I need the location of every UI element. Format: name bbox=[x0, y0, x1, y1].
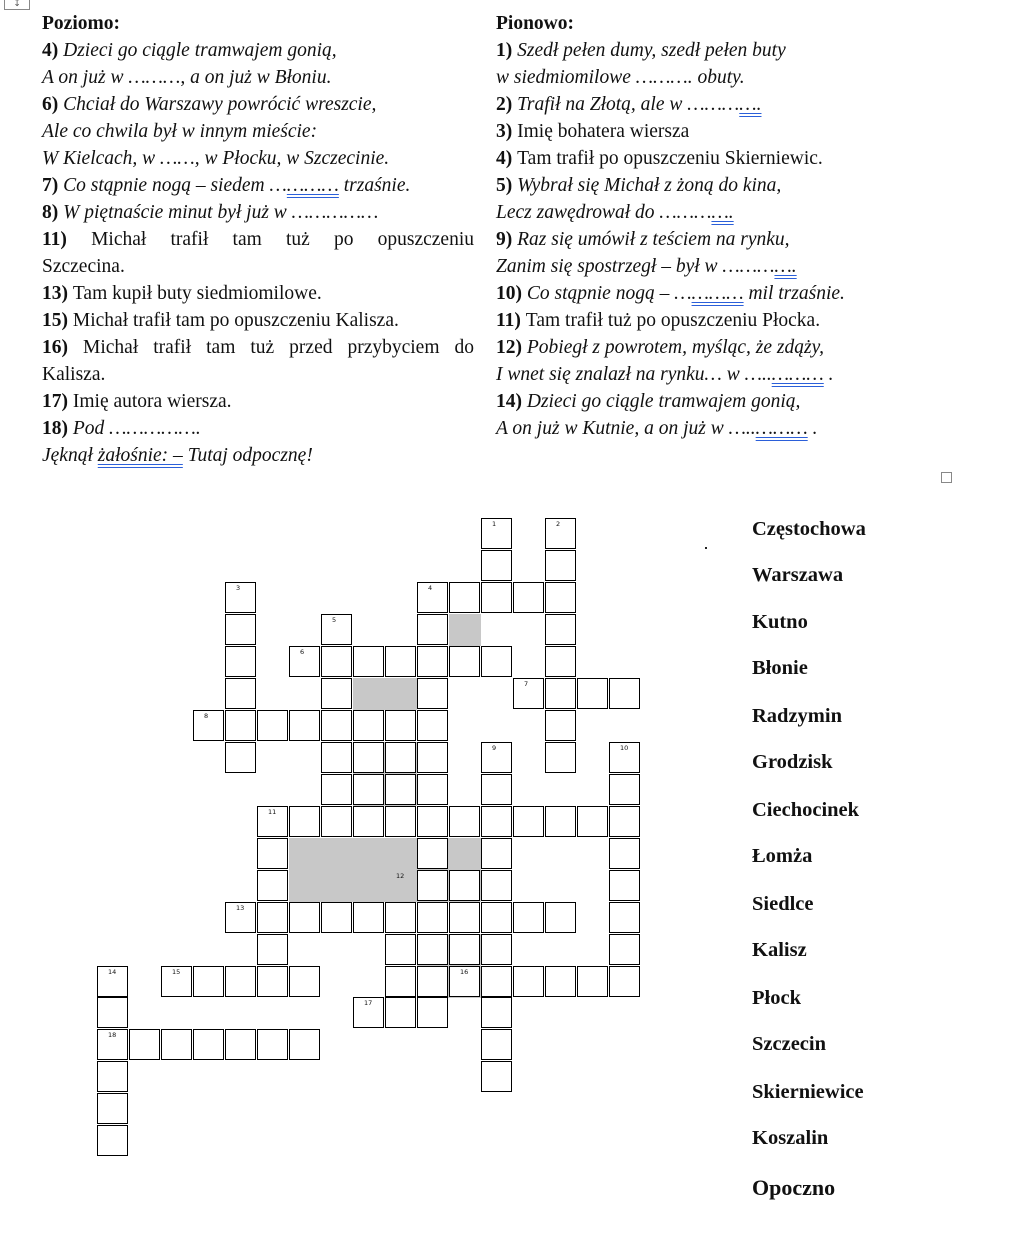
clue-number: 4) bbox=[42, 40, 64, 61]
word-bank-item: Koszalin bbox=[752, 1127, 829, 1149]
clue-text: Raz się umówił z teściem na rynku, bbox=[517, 229, 790, 250]
crossword-cell[interactable] bbox=[353, 902, 384, 933]
crossword-cell[interactable] bbox=[481, 902, 512, 933]
crossword-cell[interactable] bbox=[449, 870, 480, 901]
crossword-cell[interactable] bbox=[545, 902, 576, 933]
clue-number: 5) bbox=[496, 175, 518, 196]
clue-text: Tam trafił po opuszczeniu Skierniewic. bbox=[517, 148, 823, 169]
crossword-cell[interactable] bbox=[609, 806, 640, 837]
crossword-cell[interactable] bbox=[609, 934, 640, 965]
crossword-cell[interactable] bbox=[545, 582, 576, 613]
shaded-area bbox=[449, 614, 481, 646]
crossword-cell[interactable] bbox=[609, 678, 640, 709]
crossword-cell[interactable] bbox=[481, 966, 512, 997]
word-bank-item: Płock bbox=[752, 987, 801, 1009]
crossword-cell[interactable] bbox=[225, 966, 256, 997]
crossword-cell[interactable] bbox=[385, 646, 416, 677]
crossword-cell[interactable] bbox=[257, 870, 288, 901]
clue-text: A on już w Kutnie, a on już w ….. bbox=[496, 418, 756, 439]
crossword-cell[interactable] bbox=[353, 710, 384, 741]
crossword-cell[interactable] bbox=[577, 678, 608, 709]
across-heading: Poziomo: bbox=[42, 13, 120, 34]
clue-text: Michał trafił tam po opuszczeniu Kalisza. bbox=[72, 310, 399, 331]
crossword-cell[interactable] bbox=[321, 806, 352, 837]
crossword-cell[interactable] bbox=[609, 966, 640, 997]
clue-number-label: 16 bbox=[460, 968, 469, 976]
crossword-cell[interactable] bbox=[385, 966, 416, 997]
crossword-cell[interactable] bbox=[385, 997, 416, 1028]
crossword-cell[interactable] bbox=[353, 646, 384, 677]
word-bank-item: Grodzisk bbox=[752, 751, 833, 773]
crossword-cell[interactable] bbox=[417, 838, 448, 869]
crossword-cell[interactable] bbox=[257, 710, 288, 741]
crossword-cell[interactable] bbox=[321, 774, 352, 805]
crossword-cell[interactable] bbox=[225, 614, 256, 645]
crossword-cell[interactable] bbox=[257, 902, 288, 933]
crossword-cell[interactable] bbox=[385, 806, 416, 837]
crossword-cell[interactable] bbox=[577, 966, 608, 997]
clue-text: Jęknął bbox=[42, 445, 98, 466]
crossword-cell[interactable] bbox=[193, 710, 224, 741]
clue-number: 18) bbox=[42, 418, 73, 439]
clue-number-label: 14 bbox=[108, 968, 117, 976]
word-bank-item: Kalisz bbox=[752, 939, 807, 961]
crossword-cell[interactable] bbox=[97, 1061, 128, 1092]
clue-text: Dzieci go ciągle tramwajem gonią, bbox=[63, 40, 337, 61]
crossword-cell[interactable] bbox=[321, 614, 352, 645]
clue-number: 16) bbox=[42, 337, 83, 358]
crossword-cell[interactable] bbox=[289, 710, 320, 741]
crossword-cell[interactable] bbox=[513, 902, 544, 933]
crossword-cell[interactable] bbox=[417, 997, 448, 1028]
crossword-cell[interactable] bbox=[225, 1029, 256, 1060]
clue-text: ……… bbox=[771, 364, 824, 385]
crossword-cell[interactable] bbox=[257, 966, 288, 997]
crossword-cell[interactable] bbox=[353, 806, 384, 837]
crossword-cell[interactable] bbox=[481, 742, 512, 773]
crossword-cell[interactable] bbox=[193, 1029, 224, 1060]
crossword-cell[interactable] bbox=[225, 646, 256, 677]
clue-text: Pobiegł z powrotem, myśląc, że zdąży, bbox=[526, 337, 825, 358]
clue-number-label: 6 bbox=[300, 648, 305, 656]
clue-number-label: 4 bbox=[428, 584, 433, 592]
clue-text: …. bbox=[711, 202, 734, 223]
clue-number-label: 3 bbox=[236, 584, 241, 592]
crossword-cell[interactable] bbox=[289, 646, 320, 677]
crossword-cell[interactable] bbox=[385, 902, 416, 933]
clue-text: W Kielcach, w ……, w Płocku, w Szczecinie. bbox=[42, 148, 390, 169]
clue-number-label: 1 bbox=[492, 520, 497, 528]
clue-text: Michał trafił tam tuż przed przybyciem do bbox=[83, 337, 475, 358]
word-bank-item: Opoczno bbox=[752, 1175, 836, 1200]
clue-text: Imię bohatera wiersza bbox=[517, 121, 690, 142]
crossword-cell[interactable] bbox=[449, 582, 480, 613]
clue-number: 13) bbox=[42, 283, 73, 304]
crossword-cell[interactable] bbox=[545, 646, 576, 677]
clue-number: 4) bbox=[496, 148, 518, 169]
word-bank-item: Siedlce bbox=[752, 893, 814, 915]
crossword-cell[interactable] bbox=[417, 774, 448, 805]
crossword-cell[interactable] bbox=[481, 1061, 512, 1092]
crossword-cell[interactable] bbox=[289, 966, 320, 997]
clue-number: 8) bbox=[42, 202, 64, 223]
crossword-cell[interactable] bbox=[417, 966, 448, 997]
crossword-cell[interactable] bbox=[545, 550, 576, 581]
crossword-cell[interactable] bbox=[417, 934, 448, 965]
clue-number: 7) bbox=[42, 175, 64, 196]
anchor-icon: ↧ bbox=[4, 0, 30, 10]
crossword-cell[interactable] bbox=[545, 966, 576, 997]
clue-text: Michał trafił tam tuż po opuszczeniu bbox=[91, 229, 474, 250]
word-bank-item: Warszawa bbox=[752, 564, 844, 586]
clue-text: Szczecina. bbox=[42, 256, 125, 277]
clue-number: 11) bbox=[496, 310, 526, 331]
crossword-cell[interactable] bbox=[481, 1029, 512, 1060]
crossword-cell[interactable] bbox=[481, 806, 512, 837]
clue-text: Co stąpnie nogą – siedem … bbox=[63, 175, 287, 196]
clue-number: 10) bbox=[496, 283, 527, 304]
crossword-cell[interactable] bbox=[513, 582, 544, 613]
word-bank-item: Szczecin bbox=[752, 1033, 826, 1055]
word-bank-item: Częstochowa bbox=[752, 518, 866, 540]
clue-text: . bbox=[823, 364, 834, 385]
clue-text: Tam trafił tuż po opuszczeniu Płocka. bbox=[525, 310, 821, 331]
crossword-cell[interactable] bbox=[577, 806, 608, 837]
crossword-cell[interactable] bbox=[481, 518, 512, 549]
clue-text: żałośnie: – bbox=[97, 445, 183, 466]
clue-text: W piętnaście minut był już w …………… bbox=[63, 202, 379, 223]
crossword-cell[interactable] bbox=[225, 710, 256, 741]
clue-number: 12) bbox=[496, 337, 527, 358]
clue-text: …. bbox=[739, 94, 762, 115]
word-bank-item: Ciechocinek bbox=[752, 799, 860, 821]
crossword-cell[interactable] bbox=[417, 742, 448, 773]
clue-number: 14) bbox=[496, 391, 527, 412]
clue-number-label: 13 bbox=[236, 904, 245, 912]
crossword-cell[interactable] bbox=[385, 774, 416, 805]
crossword-cell[interactable] bbox=[193, 966, 224, 997]
clue-text: I wnet się znalazł na rynku… w ….. bbox=[496, 364, 772, 385]
crossword-cell[interactable] bbox=[545, 614, 576, 645]
crossword-cell[interactable] bbox=[289, 902, 320, 933]
clue-text: Pod ……………. bbox=[72, 418, 201, 439]
clue-text: Trafił na Złotą, ale w ……… bbox=[517, 94, 740, 115]
clue-number-label: 10 bbox=[620, 744, 629, 752]
crossword-cell[interactable] bbox=[417, 614, 448, 645]
crossword-cell[interactable] bbox=[609, 774, 640, 805]
crossword-cell[interactable] bbox=[417, 710, 448, 741]
clue-number: 11) bbox=[42, 229, 92, 250]
clue-text: Lecz zawędrował do ……… bbox=[496, 202, 712, 223]
crossword-cell[interactable] bbox=[449, 806, 480, 837]
crossword-cell[interactable] bbox=[609, 902, 640, 933]
crossword-cell[interactable] bbox=[545, 518, 576, 549]
clue-number-label: 12 bbox=[396, 872, 405, 880]
crossword-cell[interactable] bbox=[481, 997, 512, 1028]
crossword-cell[interactable] bbox=[481, 550, 512, 581]
clue-number-label: 17 bbox=[364, 999, 373, 1007]
clue-number: 17) bbox=[42, 391, 73, 412]
clue-number-label: 18 bbox=[108, 1031, 117, 1039]
clue-number-label: 9 bbox=[492, 744, 497, 752]
word-bank-item: Kutno bbox=[752, 611, 808, 633]
crossword-cell[interactable] bbox=[545, 806, 576, 837]
crossword-cell[interactable] bbox=[417, 902, 448, 933]
crossword-cell[interactable] bbox=[609, 870, 640, 901]
clue-number-label: 8 bbox=[204, 712, 209, 720]
crossword-cell[interactable] bbox=[257, 838, 288, 869]
crossword-cell[interactable] bbox=[545, 742, 576, 773]
crossword-cell[interactable] bbox=[353, 742, 384, 773]
crossword-cell[interactable] bbox=[417, 582, 448, 613]
clue-number-label: 2 bbox=[556, 520, 561, 528]
crossword-cell[interactable] bbox=[417, 806, 448, 837]
clue-text: Kalisza. bbox=[42, 364, 106, 385]
crossword-cell[interactable] bbox=[545, 710, 576, 741]
crossword-cell[interactable] bbox=[417, 646, 448, 677]
clue-text: Chciał do Warszawy powrócić wreszcie, bbox=[63, 94, 377, 115]
clue-number: 15) bbox=[42, 310, 73, 331]
clue-text: mil trzaśnie. bbox=[743, 283, 845, 304]
clue-text: w siedmiomilowe ………. obuty. bbox=[496, 67, 745, 88]
clue-number-label: 7 bbox=[524, 680, 529, 688]
crossword-cell[interactable] bbox=[481, 774, 512, 805]
crossword-cell[interactable] bbox=[385, 742, 416, 773]
clue-text: Szedł pełen dumy, szedł pełen buty bbox=[517, 40, 786, 61]
clue-number: 9) bbox=[496, 229, 518, 250]
crossword-cell[interactable] bbox=[481, 838, 512, 869]
clue-text: Ale co chwila był w innym mieście: bbox=[42, 121, 318, 142]
clue-text: A on już w ………, a on już w Błoniu. bbox=[42, 67, 332, 88]
clue-number: 3) bbox=[496, 121, 518, 142]
crossword-cell[interactable] bbox=[321, 902, 352, 933]
crossword-cell[interactable] bbox=[481, 646, 512, 677]
crossword-cell[interactable] bbox=[257, 934, 288, 965]
crossword-cell[interactable] bbox=[513, 966, 544, 997]
clue-text: ……… bbox=[286, 175, 339, 196]
crossword-cell[interactable] bbox=[513, 806, 544, 837]
crossword-cell[interactable] bbox=[97, 997, 128, 1028]
clue-text: Tutaj odpocznę! bbox=[182, 445, 313, 466]
crossword-cell[interactable] bbox=[257, 1029, 288, 1060]
crossword-cell[interactable] bbox=[385, 710, 416, 741]
clue-text: Co stąpnie nogą – … bbox=[526, 283, 692, 304]
crossword-cell[interactable] bbox=[481, 934, 512, 965]
down-heading: Pionowo: bbox=[496, 13, 574, 34]
crossword-cell[interactable] bbox=[225, 678, 256, 709]
crossword-cell[interactable] bbox=[289, 1029, 320, 1060]
clue-text: trzaśnie. bbox=[338, 175, 411, 196]
crossword-cell[interactable] bbox=[513, 678, 544, 709]
clue-number-label: 15 bbox=[172, 968, 181, 976]
clue-text: Zanim się spostrzegł – był w ……… bbox=[496, 256, 775, 277]
clue-number-label: 5 bbox=[332, 616, 337, 624]
word-bank-item: Radzymin bbox=[752, 705, 842, 727]
word-bank-item: Skierniewice bbox=[752, 1081, 864, 1103]
crossword-cell[interactable] bbox=[321, 646, 352, 677]
crossword-cell[interactable] bbox=[321, 678, 352, 709]
crossword-cell[interactable] bbox=[321, 742, 352, 773]
crossword-cell[interactable] bbox=[97, 1093, 128, 1124]
crossword-cell[interactable] bbox=[353, 774, 384, 805]
crossword-cell[interactable] bbox=[545, 678, 576, 709]
clue-text: ……… bbox=[691, 283, 744, 304]
crossword-cell[interactable] bbox=[225, 742, 256, 773]
clue-text: Tam kupił buty siedmiomilowe. bbox=[72, 283, 322, 304]
word-bank-item: Łomża bbox=[752, 845, 813, 867]
crossword-cell[interactable] bbox=[449, 934, 480, 965]
crossword-cell[interactable] bbox=[449, 646, 480, 677]
clue-text: Imię autora wiersza. bbox=[72, 391, 232, 412]
crossword-cell[interactable] bbox=[289, 806, 320, 837]
clue-number-label: 11 bbox=[268, 808, 277, 816]
word-bank-item: Błonie bbox=[752, 657, 808, 679]
crossword-cell[interactable] bbox=[225, 582, 256, 613]
clue-number: 6) bbox=[42, 94, 64, 115]
crossword-cell[interactable] bbox=[161, 1029, 192, 1060]
crossword-cell[interactable] bbox=[129, 1029, 160, 1060]
crossword-cell[interactable] bbox=[321, 710, 352, 741]
clue-text: ……… bbox=[755, 418, 808, 439]
shaded-area bbox=[353, 678, 417, 710]
crossword-cell[interactable] bbox=[481, 870, 512, 901]
clue-text: Dzieci go ciągle tramwajem gonią, bbox=[526, 391, 801, 412]
clue-number: 1) bbox=[496, 40, 518, 61]
clue-text: …. bbox=[774, 256, 797, 277]
crossword-cell[interactable] bbox=[417, 678, 448, 709]
clue-text: Wybrał się Michał z żoną do kina, bbox=[517, 175, 782, 196]
crossword-cell[interactable] bbox=[481, 582, 512, 613]
clue-text: . bbox=[807, 418, 818, 439]
crossword-cell[interactable] bbox=[97, 1125, 128, 1156]
crossword-cell[interactable] bbox=[609, 838, 640, 869]
crossword-cell[interactable] bbox=[417, 870, 448, 901]
crossword-cell[interactable] bbox=[385, 934, 416, 965]
clue-number: 2) bbox=[496, 94, 518, 115]
crossword-cell[interactable] bbox=[449, 902, 480, 933]
